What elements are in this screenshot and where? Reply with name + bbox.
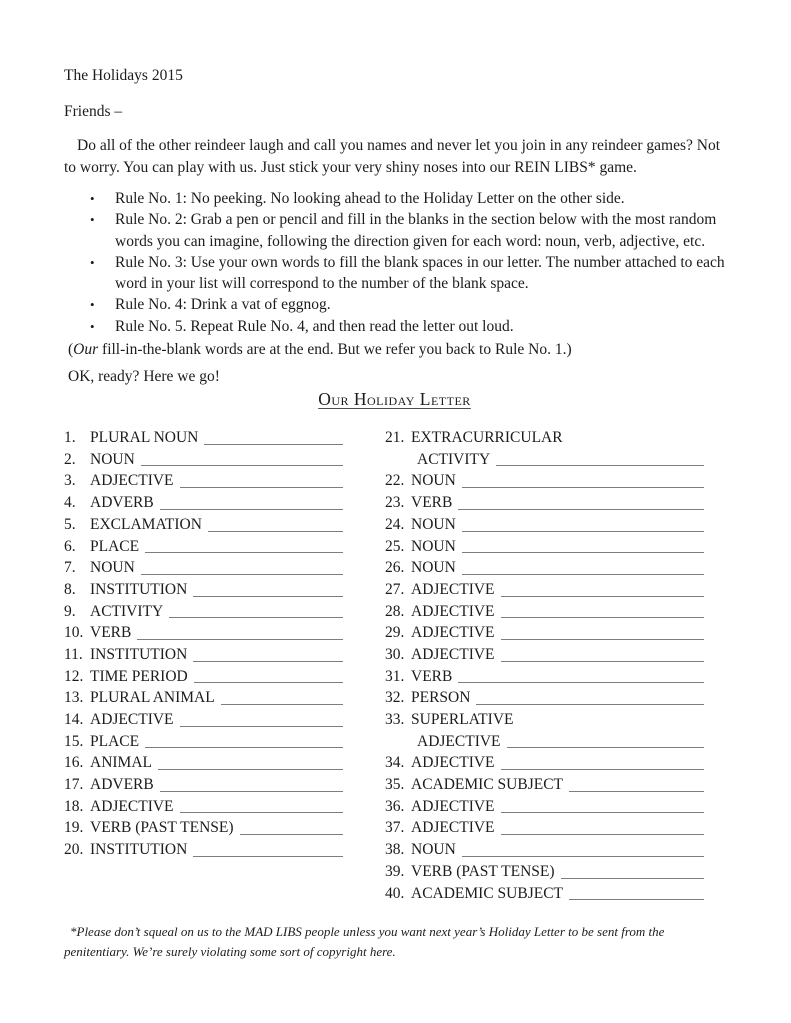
- item-number: 19.: [64, 819, 84, 837]
- blank-line: [137, 638, 343, 640]
- blank-line: [501, 811, 704, 813]
- blank-line: [569, 790, 704, 792]
- word-list-item: [64, 492, 344, 514]
- word-list-item: [385, 579, 705, 601]
- word-list-item: [385, 687, 705, 709]
- item-number: 17.: [64, 776, 84, 794]
- item-label: VERB (PAST TENSE): [90, 819, 234, 837]
- rule-item: [90, 294, 725, 315]
- item-number: 4.: [64, 494, 76, 512]
- item-label: ADJECTIVE: [90, 711, 174, 728]
- rule-item: [90, 316, 725, 337]
- item-number: 13.: [64, 689, 84, 707]
- word-list-item: [385, 514, 705, 536]
- item-number: 40.: [385, 884, 405, 902]
- item-label: INSTITUTION: [90, 645, 188, 663]
- word-list-item: [64, 427, 344, 449]
- item-label: ADJECTIVE: [411, 797, 495, 815]
- blank-line: [145, 551, 343, 553]
- item-number: 22.: [385, 472, 405, 490]
- item-number: 21.: [385, 429, 405, 447]
- blank-line: [501, 660, 704, 662]
- item-number: 5.: [64, 515, 76, 533]
- blank-line: [462, 855, 704, 857]
- item-number: 35.: [385, 776, 405, 794]
- bullet-marker-icon: •: [90, 254, 95, 270]
- word-list-item: [385, 601, 705, 623]
- word-list-item: [385, 492, 705, 514]
- word-list-item: [64, 709, 344, 731]
- word-list-item: [385, 752, 705, 774]
- item-number: 23.: [385, 494, 405, 512]
- blank-line: [160, 508, 343, 510]
- word-list-item: [385, 427, 705, 449]
- item-number: 29.: [385, 624, 405, 642]
- salutation: Friends –: [64, 102, 123, 120]
- rule-text: Rule No. 3: Use your own words to fill the blank spaces in our letter. The number attached to each word in your list will correspond to the number of the blank space.: [115, 253, 725, 293]
- item-number: 16.: [64, 754, 84, 772]
- item-number: 28.: [385, 602, 405, 620]
- word-list-item: [385, 557, 705, 579]
- word-list-item: [385, 709, 705, 731]
- blank-line: [193, 855, 343, 857]
- word-list-item-continuation: [385, 449, 705, 471]
- item-number: 31.: [385, 667, 405, 685]
- item-label: ANIMAL: [90, 754, 152, 772]
- blank-line: [204, 443, 343, 445]
- item-number: 27.: [385, 580, 405, 598]
- item-label: PLACE: [90, 537, 140, 555]
- item-label: NOUN: [411, 559, 456, 577]
- item-number: 2.: [64, 450, 76, 468]
- item-label: PLURAL NOUN: [90, 429, 199, 447]
- blank-line: [501, 616, 704, 618]
- item-label: NOUN: [411, 537, 456, 555]
- item-label: INSTITUTION: [90, 580, 188, 598]
- item-label: ACADEMIC SUBJECT: [411, 776, 564, 794]
- item-label: EXCLAMATION: [90, 515, 202, 533]
- rule-text: Rule No. 4: Drink a vat of eggnog.: [115, 296, 331, 314]
- item-label: ACTIVITY: [417, 450, 491, 468]
- item-label: TIME PERIOD: [90, 667, 188, 685]
- word-list-item-continuation: [385, 731, 705, 753]
- item-number: 6.: [64, 537, 76, 555]
- rule-item: [90, 209, 725, 252]
- blank-line: [561, 877, 704, 879]
- word-list-left-column: [64, 427, 344, 904]
- item-label: ACTIVITY: [90, 602, 164, 620]
- item-label: ADVERB: [90, 776, 154, 794]
- item-number: 14.: [64, 711, 84, 728]
- item-number: 25.: [385, 537, 405, 555]
- note-suffix: fill-in-the-blank words are at the end. But we refer you back to Rule No. 1.): [98, 341, 572, 359]
- item-label: PLURAL ANIMAL: [90, 689, 215, 707]
- blank-line: [221, 703, 343, 705]
- item-label: ADJECTIVE: [411, 602, 495, 620]
- item-label: NOUN: [90, 450, 135, 468]
- word-list-item: [64, 601, 344, 623]
- word-list-item: [64, 731, 344, 753]
- word-list-item: [385, 883, 705, 905]
- word-list-item: [64, 579, 344, 601]
- word-list: [64, 427, 725, 904]
- blank-line: [180, 725, 343, 727]
- item-number: 24.: [385, 515, 405, 533]
- item-label: SUPERLATIVE: [411, 711, 514, 728]
- item-label: EXTRACURRICULAR: [411, 429, 563, 447]
- blank-line: [569, 898, 704, 900]
- rule-text: Rule No. 5. Repeat Rule No. 4, and then read the letter out loud.: [115, 317, 514, 335]
- item-label: VERB: [90, 624, 132, 642]
- blank-line: [208, 530, 343, 532]
- item-label: ADJECTIVE: [411, 580, 495, 598]
- blank-line: [496, 464, 704, 466]
- blank-line: [462, 486, 704, 488]
- blank-line: [240, 833, 343, 835]
- item-label: ADJECTIVE: [90, 797, 174, 815]
- item-number: 32.: [385, 689, 405, 707]
- word-list-item: [385, 774, 705, 796]
- item-label: NOUN: [411, 472, 456, 490]
- blank-line: [501, 768, 704, 770]
- item-number: 26.: [385, 559, 405, 577]
- doc-title: The Holidays 2015: [64, 67, 183, 84]
- word-list-item: [64, 557, 344, 579]
- blank-line: [501, 638, 704, 640]
- item-number: 36.: [385, 797, 405, 815]
- item-number: 1.: [64, 429, 76, 447]
- note-prefix: (: [68, 341, 74, 359]
- item-number: 9.: [64, 602, 76, 620]
- blank-line: [462, 551, 704, 553]
- word-list-item: [385, 644, 705, 666]
- item-label: NOUN: [411, 841, 456, 859]
- item-label: ADJECTIVE: [411, 754, 495, 772]
- intro-paragraph: Do all of the other reindeer laugh and call you names and never let you join in any reindeer games? Not to worry. You can play with us. Just stick your very shiny noses into our REIN LIBS* game.: [64, 137, 721, 176]
- item-label: ADJECTIVE: [411, 624, 495, 642]
- word-list-item: [385, 622, 705, 644]
- item-number: 11.: [64, 645, 83, 663]
- blank-line: [145, 746, 343, 748]
- ready-line: OK, ready? Here we go!: [68, 367, 220, 385]
- word-list-item: [64, 514, 344, 536]
- bullet-marker-icon: •: [90, 297, 95, 313]
- word-list-item: [64, 817, 344, 839]
- bullet-marker-icon: •: [90, 318, 95, 334]
- item-label: PLACE: [90, 732, 140, 750]
- item-label: ACADEMIC SUBJECT: [411, 884, 564, 902]
- item-label: ADJECTIVE: [417, 732, 501, 750]
- item-number: 12.: [64, 667, 84, 685]
- blank-line: [458, 508, 704, 510]
- rule-text: Rule No. 2: Grab a pen or pencil and fill in the blanks in the section below with the most random words you can imagine, following the direction given for each word: noun, verb, adjective, etc.: [115, 211, 717, 250]
- word-list-item: [385, 861, 705, 883]
- word-list-item: [64, 839, 344, 861]
- item-label: INSTITUTION: [90, 841, 188, 859]
- word-list-item: [385, 666, 705, 688]
- item-label: NOUN: [90, 559, 135, 577]
- word-list-item: [385, 536, 705, 558]
- bullet-marker-icon: •: [90, 212, 95, 228]
- rule-item: [90, 252, 725, 295]
- item-label: ADVERB: [90, 494, 154, 512]
- word-list-item: [64, 622, 344, 644]
- item-number: 20.: [64, 841, 84, 859]
- list-heading: [64, 387, 725, 411]
- blank-line: [501, 595, 704, 597]
- word-list-item: [64, 470, 344, 492]
- blank-line: [180, 811, 343, 813]
- item-label: ADJECTIVE: [411, 819, 495, 837]
- blank-line: [180, 486, 343, 488]
- rules-list: [64, 188, 725, 337]
- word-list-item: [385, 796, 705, 818]
- word-list-item: [64, 536, 344, 558]
- bullet-marker-icon: •: [90, 191, 95, 206]
- blank-line: [458, 681, 704, 683]
- item-label: ADJECTIVE: [411, 645, 495, 663]
- item-label: VERB: [411, 667, 453, 685]
- item-label: ADJECTIVE: [90, 472, 174, 490]
- word-list-item: [64, 449, 344, 471]
- rule-text: Rule No. 1: No peeking. No looking ahead to the Holiday Letter on the other side.: [115, 190, 625, 207]
- item-number: 33.: [385, 711, 405, 728]
- item-number: 37.: [385, 819, 405, 837]
- word-list-item: [64, 796, 344, 818]
- word-list-item: [385, 470, 705, 492]
- word-list-right-column: [385, 427, 705, 904]
- item-number: 10.: [64, 624, 84, 642]
- footnote: *Please don’t squeal on us to the MAD LIBS people unless you want next year’s Holiday Letter to be sent from the penitentiary. We’re surely violating some sort of copyright here.: [64, 924, 665, 959]
- blank-line: [501, 833, 704, 835]
- item-label: PERSON: [411, 689, 471, 707]
- blank-line: [194, 681, 343, 683]
- blank-line: [462, 530, 704, 532]
- item-number: 30.: [385, 645, 405, 663]
- word-list-item: [64, 687, 344, 709]
- item-number: 18.: [64, 797, 84, 815]
- item-label: VERB (PAST TENSE): [411, 862, 555, 880]
- item-number: 15.: [64, 732, 84, 750]
- blank-line: [507, 746, 704, 748]
- item-number: 7.: [64, 559, 76, 577]
- blank-line: [476, 703, 704, 705]
- word-list-item: [64, 666, 344, 688]
- item-number: 38.: [385, 841, 405, 859]
- blank-line: [141, 464, 343, 466]
- word-list-item: [385, 817, 705, 839]
- blank-line: [160, 790, 343, 792]
- item-number: 3.: [64, 472, 76, 490]
- word-list-item: [64, 644, 344, 666]
- item-number: 8.: [64, 580, 76, 598]
- item-number: 34.: [385, 754, 405, 772]
- note-italic-word: Our: [73, 341, 99, 359]
- blank-line: [169, 616, 343, 618]
- blank-line: [141, 573, 343, 575]
- note-line: [64, 339, 725, 361]
- rule-item: [90, 188, 725, 209]
- item-number: 39.: [385, 862, 405, 880]
- word-list-item: [385, 839, 705, 861]
- word-list-item: [64, 774, 344, 796]
- list-heading-text: Our Holiday Letter: [318, 389, 471, 410]
- blank-line: [462, 573, 704, 575]
- item-label: VERB: [411, 494, 453, 512]
- word-list-item: [64, 752, 344, 774]
- blank-line: [158, 768, 343, 770]
- blank-line: [193, 595, 343, 597]
- blank-line: [193, 660, 343, 662]
- item-label: NOUN: [411, 515, 456, 533]
